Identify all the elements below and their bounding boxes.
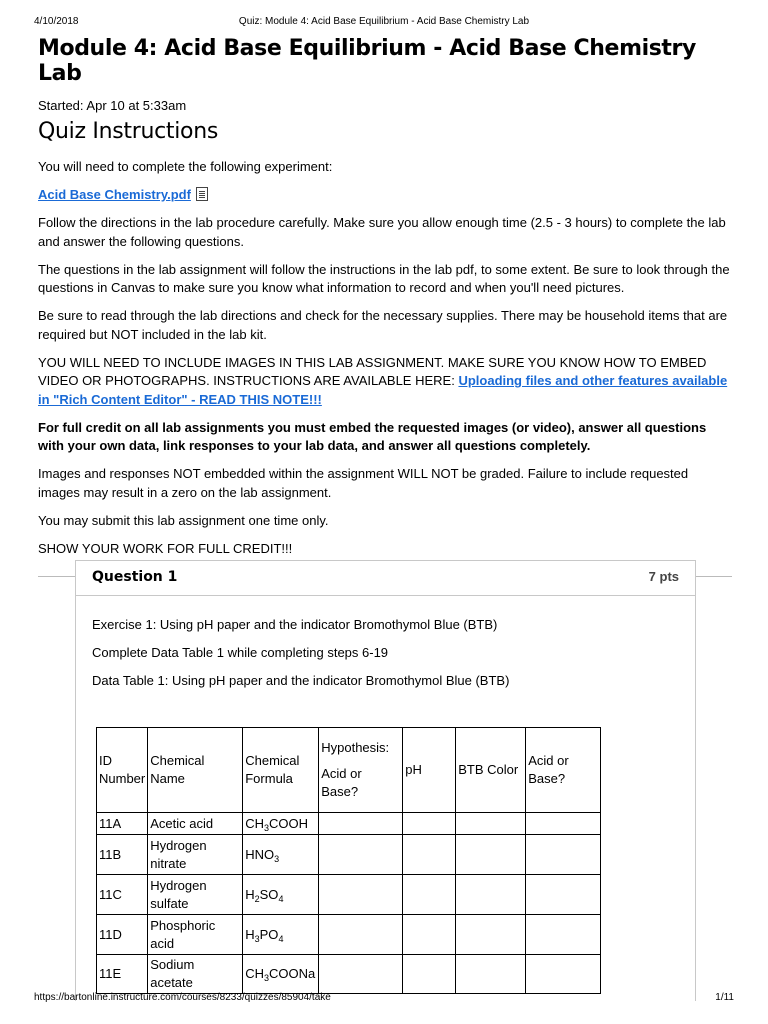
table-row (97, 813, 601, 835)
cell-formula: $CH_3COOH$ (243, 813, 319, 835)
cell-acid-base[interactable] (526, 875, 601, 915)
file-link-line (38, 186, 732, 205)
question-line2: Complete Data Table 1 while completing steps 6-19 (92, 645, 389, 660)
cell-hypothesis[interactable] (319, 835, 403, 875)
question-body (76, 596, 695, 691)
table-header-row (97, 728, 601, 813)
print-page-number: 1/11 (715, 992, 734, 1003)
cell-hypothesis[interactable] (319, 813, 403, 835)
header-hypothesis (319, 728, 403, 813)
cell-acid-base[interactable] (526, 915, 601, 955)
header-acid-base: Acid or Base? (526, 728, 601, 813)
question-line1: Exercise 1: Using pH paper and the indicator Bromothymol Blue (BTB) (92, 617, 498, 632)
cell-ph[interactable] (403, 875, 456, 915)
header-ph: pH (403, 728, 456, 813)
instruction-p2: Follow the directions in the lab procedure carefully. Make sure you allow enough time (2.5 - 3 hours) to complete the lab and answer the following questions. (38, 215, 726, 249)
cell-name: Sodium acetate (148, 955, 243, 994)
question-line3: Data Table 1: Using pH paper and the indicator Bromothymol Blue (BTB) (92, 673, 510, 688)
cell-btb[interactable] (456, 875, 526, 915)
cell-id: 11C (97, 875, 148, 915)
print-title: Quiz: Module 4: Acid Base Equilibrium - Acid Base Chemistry Lab (238, 16, 530, 27)
page-title: Module 4: Acid Base Equilibrium - Acid Base Chemistry Lab (38, 36, 696, 86)
cell-name: Phosphoric acid (148, 915, 243, 955)
table-row (97, 955, 601, 994)
cell-ph[interactable] (403, 955, 456, 994)
cell-acid-base[interactable] (526, 955, 601, 994)
started-timestamp: Started: Apr 10 at 5:33am (38, 98, 187, 113)
document-preview-icon[interactable] (196, 187, 208, 201)
header-name: Chemical Name (148, 728, 243, 813)
print-date: 4/10/2018 (34, 16, 79, 27)
instructions-heading: Quiz Instructions (38, 119, 219, 144)
question-1-card (75, 560, 696, 1001)
cell-id: 11B (97, 835, 148, 875)
cell-ph[interactable] (403, 915, 456, 955)
instruction-p5-text: YOU WILL NEED TO INCLUDE IMAGES IN THIS LAB ASSIGNMENT. MAKE SURE YOU KNOW HOW TO EMBED VIDEO OR PHOTOGRAPHS. INSTRUCTIONS ARE AVAILABLE HERE: (38, 354, 707, 388)
table-row (97, 915, 601, 955)
header-hypothesis-question: Acid or Base? (321, 766, 362, 799)
instruction-p9: SHOW YOUR WORK FOR FULL CREDIT!!! (38, 540, 293, 556)
cell-hypothesis[interactable] (319, 955, 403, 994)
instruction-p8: You may submit this lab assignment one time only. (38, 512, 329, 528)
cell-ph[interactable] (403, 813, 456, 835)
cell-btb[interactable] (456, 813, 526, 835)
table-row (97, 875, 601, 915)
cell-formula: $H_3PO_4$ (243, 915, 319, 955)
instruction-p5 (38, 354, 732, 410)
print-header (0, 14, 768, 28)
header-hypothesis-label: Hypothesis: (321, 740, 390, 755)
question-header (76, 561, 695, 596)
question-points: 7 pts (648, 569, 679, 584)
cell-name: Hydrogen nitrate (148, 835, 243, 875)
cell-id: 11A (97, 813, 148, 835)
cell-hypothesis[interactable] (319, 875, 403, 915)
cell-name: Hydrogen sulfate (148, 875, 243, 915)
cell-formula: $CH_3COONa$ (243, 955, 319, 994)
header-id: ID Number (97, 728, 148, 813)
data-table-1 (96, 727, 601, 994)
quiz-content (38, 36, 732, 577)
cell-acid-base[interactable] (526, 835, 601, 875)
cell-acid-base[interactable] (526, 813, 601, 835)
cell-btb[interactable] (456, 835, 526, 875)
cell-btb[interactable] (456, 915, 526, 955)
header-formula: Chemical Formula (243, 728, 319, 813)
instruction-p7: Images and responses NOT embedded within the assignment WILL NOT be graded. Failure to include requested images may result in a zero on the lab assignment. (38, 466, 689, 500)
question-title: Question 1 (92, 569, 178, 585)
acid-base-pdf-link[interactable]: Acid Base Chemistry.pdf (38, 187, 191, 202)
uploading-files-link[interactable]: Uploading files and other features available in "Rich Content Editor" - READ THIS NOTE!!! (38, 373, 728, 407)
header-btb: BTB Color (456, 728, 526, 813)
cell-name: Acetic acid (148, 813, 243, 835)
cell-btb[interactable] (456, 955, 526, 994)
instruction-p1: You will need to complete the following experiment: (38, 159, 333, 174)
instruction-p4: Be sure to read through the lab directions and check for the necessary supplies. There may be household items that are required but NOT included in the lab kit. (38, 308, 728, 342)
cell-ph[interactable] (403, 835, 456, 875)
cell-id: 11E (97, 955, 148, 994)
table-row (97, 835, 601, 875)
cell-formula: $HNO_3$ (243, 835, 319, 875)
cell-hypothesis[interactable] (319, 915, 403, 955)
instruction-p3: The questions in the lab assignment will follow the instructions in the lab pdf, to some extent. Be sure to look through the questions in Canvas to make sure you know what information to record and when you'll need pictures. (38, 261, 730, 295)
cell-id: 11D (97, 915, 148, 955)
print-url: https://bartonline.instructure.com/courses/8233/quizzes/85904/take (34, 992, 331, 1003)
cell-formula: $H_2SO_4$ (243, 875, 319, 915)
instruction-p6: For full credit on all lab assignments you must embed the requested images (or video), answer all questions with your own data, link responses to your lab data, and answer all questions completely. (38, 419, 707, 453)
